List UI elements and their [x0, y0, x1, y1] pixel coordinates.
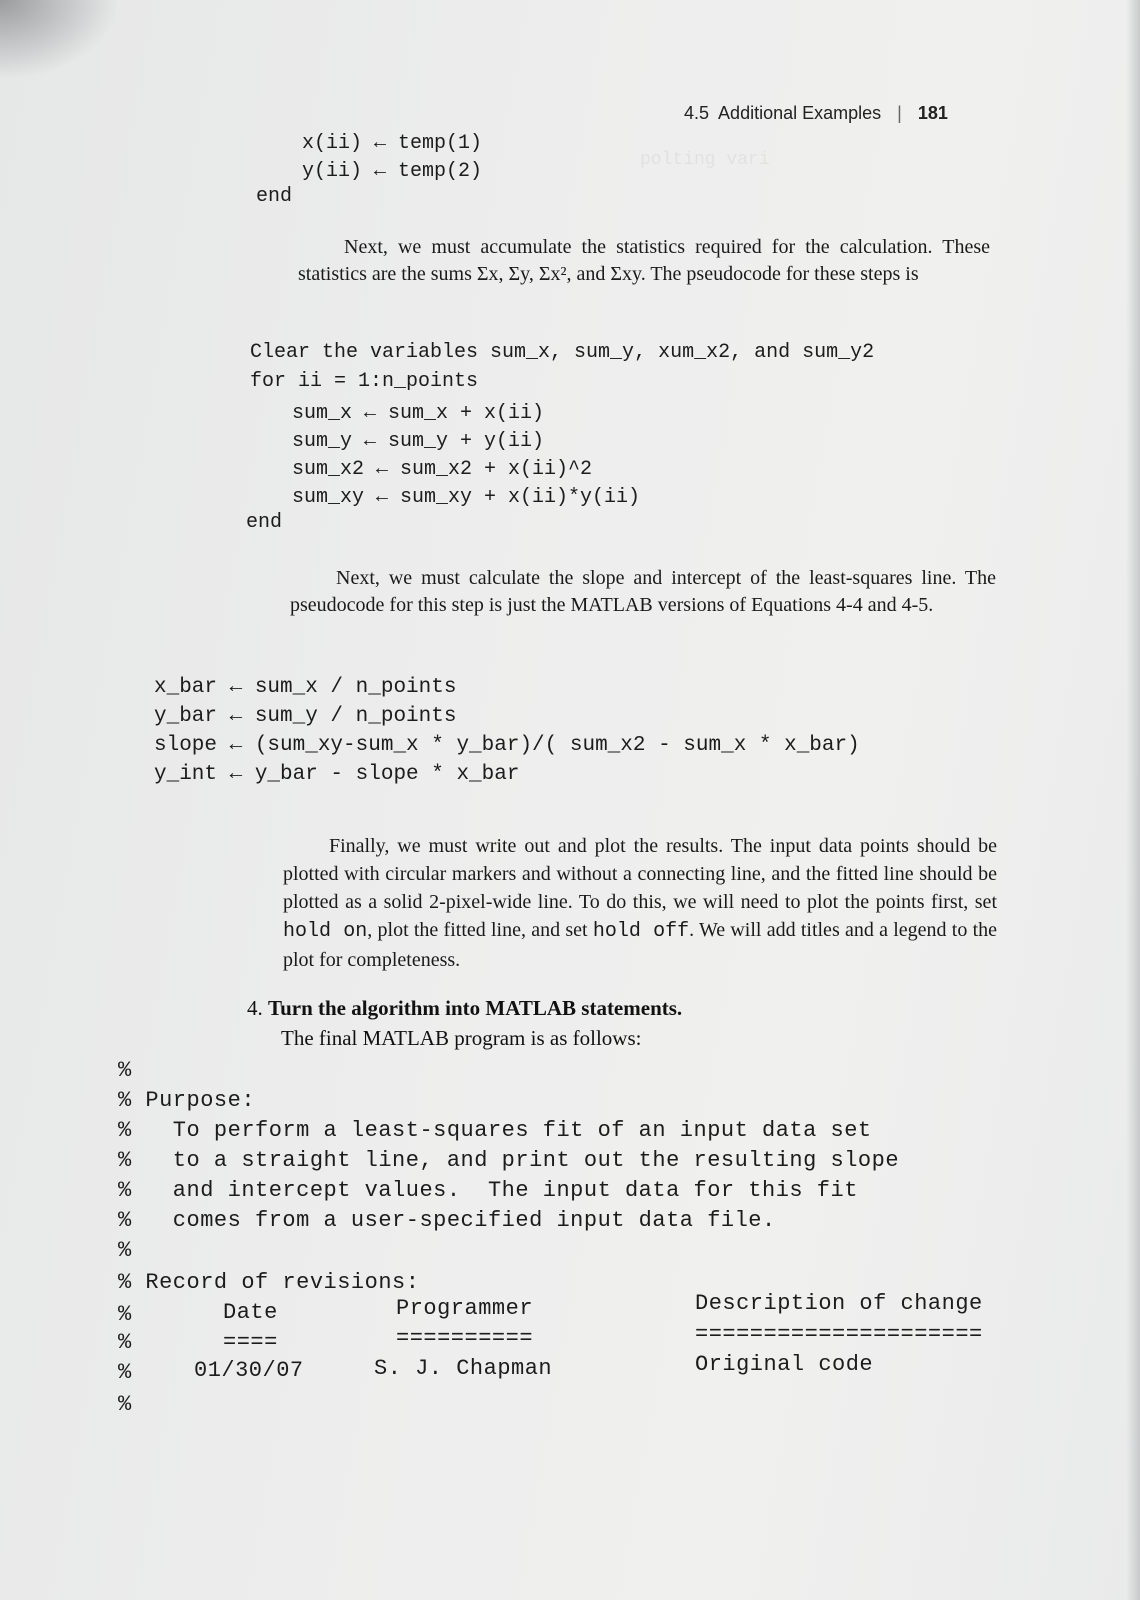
paragraph-slope-intercept: Next, we must calculate the slope and intercept of the least-squares line. The pseudocode for this step is just the MATLAB versions of Equations 4-4 and 4-5.: [290, 567, 996, 616]
comment-line: %: [118, 1302, 132, 1327]
code-line: y(ii) ← temp(2): [302, 160, 483, 183]
section-number: 4.5: [684, 103, 710, 123]
revisions-header-programmer: Programmer: [396, 1296, 534, 1321]
code-line: Clear the variables sum_x, sum_y, xum_x2, and sum_y2: [250, 341, 875, 364]
inline-code-hold-on: hold on: [283, 920, 368, 943]
comment-line: % To perform a least-squares fit of an input data set: [118, 1118, 872, 1143]
comment-line: % Purpose:: [118, 1088, 256, 1113]
revision-row-date: 01/30/07: [194, 1358, 304, 1383]
comment-line: %: [118, 1058, 132, 1083]
comment-line: % to a straight line, and print out the resulting slope: [118, 1148, 900, 1173]
code-line: x_bar ← sum_x / n_points: [154, 676, 457, 699]
comment-line: %: [118, 1392, 132, 1417]
bleed-through-text: polting vari: [640, 150, 770, 170]
revisions-header-date: Date: [223, 1300, 278, 1325]
code-line: end: [246, 511, 283, 534]
revisions-underline-date: ====: [223, 1330, 278, 1355]
code-line: x(ii) ← temp(1): [302, 132, 483, 155]
step-title: Turn the algorithm into MATLAB statements.: [268, 996, 683, 1020]
step-number: 4.: [247, 996, 263, 1020]
section-title: Additional Examples: [718, 103, 882, 123]
revisions-underline-programmer: ==========: [396, 1326, 534, 1351]
comment-line: % and intercept values. The input data for this fit: [118, 1178, 858, 1203]
paragraph-plot-results: [283, 832, 997, 974]
revisions-underline-description: =====================: [695, 1322, 983, 1347]
code-line: y_bar ← sum_y / n_points: [154, 705, 457, 728]
code-line: slope ← (sum_xy-sum_x * y_bar)/( sum_x2 - sum_x * x_bar): [154, 734, 860, 757]
revision-row-description: Original code: [695, 1352, 874, 1377]
inline-code-hold-off: hold off: [592, 920, 690, 943]
page-corner-shadow: [0, 0, 120, 80]
code-line: sum_x2 ← sum_x2 + x(ii)^2: [292, 458, 593, 481]
code-line: end: [256, 185, 293, 208]
comment-line: %: [118, 1330, 132, 1355]
page-number: 181: [917, 103, 948, 123]
paragraph-text: . We will add titles and a legend to the plot for completeness.: [283, 919, 997, 971]
comment-line: % comes from a user-specified input data file.: [118, 1208, 776, 1233]
header-separator: |: [897, 103, 902, 123]
code-line: y_int ← y_bar - slope * x_bar: [154, 763, 520, 786]
comment-line: %: [118, 1360, 132, 1385]
paragraph-text: , plot the fitted line, and set: [367, 919, 593, 941]
page-edge-shadow: [1126, 0, 1140, 1600]
code-line: sum_xy ← sum_xy + x(ii)*y(ii): [292, 486, 641, 509]
code-line: sum_y ← sum_y + y(ii): [292, 430, 545, 453]
code-line: sum_x ← sum_x + x(ii): [292, 402, 545, 425]
revisions-header-description: Description of change: [695, 1291, 983, 1316]
step-4-heading: [247, 996, 682, 1021]
paragraph-accumulate-statistics: Next, we must accumulate the statistics required for the calculation. These statistics are the sums Σx, Σy, Σx², and Σxy. The pseudocode for these steps is: [298, 236, 990, 285]
revision-row-programmer: S. J. Chapman: [374, 1356, 553, 1381]
running-header: [684, 103, 948, 124]
comment-line: % Record of revisions:: [118, 1270, 420, 1295]
comment-line: %: [118, 1238, 132, 1263]
code-line: for ii = 1:n_points: [250, 370, 479, 393]
paragraph-text: Finally, we must write out and plot the results. The input data points should be plotted with circular markers and without a connecting line, and the fitted line should be plotted as a solid 2-pixel-wide line. To do this, we will need to plot the points first, set: [283, 835, 997, 913]
step-4-subtext: The final MATLAB program is as follows:: [281, 1026, 642, 1050]
